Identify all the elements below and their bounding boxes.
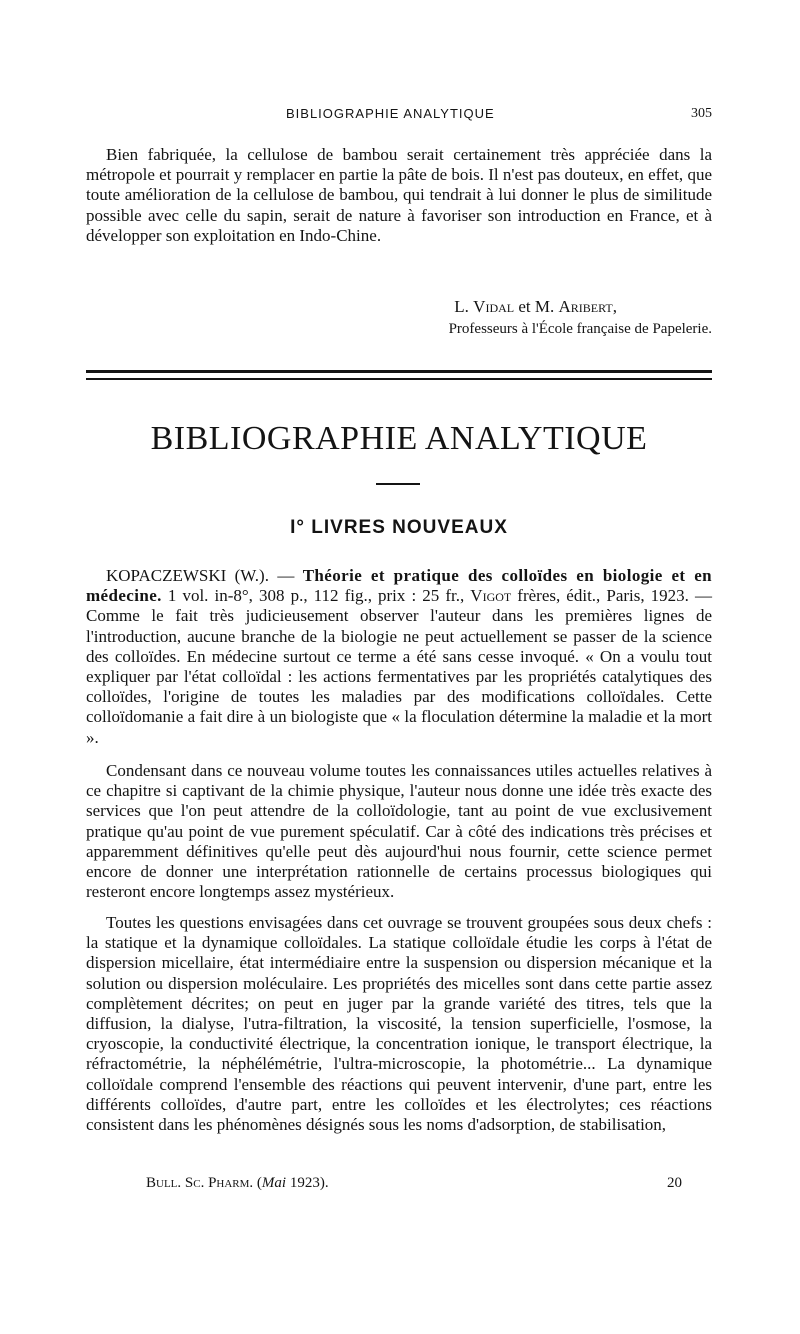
footer-signature-mark: 20 (667, 1175, 682, 1191)
footer-month: Mai (261, 1175, 287, 1191)
running-title: BIBLIOGRAPHIE ANALYTIQUE (286, 106, 495, 121)
page-footer (86, 1175, 712, 1195)
running-head (86, 106, 712, 124)
footer-date-close: 1923). (286, 1175, 329, 1191)
review-paragraph-1 (86, 566, 712, 748)
section-title: BIBLIOGRAPHIE ANALYTIQUE (150, 420, 648, 457)
subsection-title: I° LIVRES NOUVEAUX (290, 517, 508, 538)
review-publisher: Vigot (470, 586, 512, 606)
signature-affiliation: Professeurs à l'École française de Papelerie. (448, 321, 712, 337)
signature-block (86, 296, 712, 340)
review-paragraph-2: Condensant dans ce nouveau volume toutes les connaissances utiles actuelles relatives à ce chapitre si captivant de la chimie physique, l'auteur nous donne une idée très exacte des services que l'on peut attendre de la colloïdologie, tant au point de vue exclusivement pratique qu'au point de vue purement spéculatif. Car à côté des indications très précises et apparemment définitives qu'elle peut dès aujourd'hui nous fournir, cette science permet encore de donner une interprétation rationnelle de certains processus biologiques qui resteront encore longtemps assez mystérieux. (86, 761, 712, 902)
thick-rule (86, 370, 712, 373)
short-rule-divider (376, 483, 420, 485)
double-rule-divider (86, 370, 712, 384)
review-paragraph-3: Toutes les questions envisagées dans cet ouvrage se trouvent groupées sous deux chefs : la statique et la dynamique colloïdales. La statique colloïdale étudie les corps à l'état de dispersion micellaire, état intermédiaire entre la suspension ou dispersion mécanique et la solution ou dispersion moléculaire. Les propriétés des micelles sont dans cette partie assez complètement décrites; on peut en juger par la grande variété des titres, tels que la diffusion, la dialyse, l'utra-filtration, la viscosité, la tension superficielle, l'osmose, la cryoscopie, la conductivité électrique, la concentration ionique, le transport électrique, la réfractométrie, la néphélémétrie, l'ultra-microscopie, la photométrie... La dynamique colloïdale comprend l'ensemble des réactions qui peuvent intervenir, d'une part, entre les différents colloïdes, d'autre part, entre les colloïdes et les électrolytes; ces réactions consistent dans les phénomènes désignés sous les noms d'adsorption, de stabilisation, (86, 913, 712, 1135)
author2-initial: M. (534, 297, 555, 316)
page-number: 305 (691, 106, 712, 121)
author2-name: Aribert, (558, 297, 617, 316)
review-body-1: — Comme le fait très judicieusement observer l'auteur dans les premières lignes de l'introduction, aucune branche de la biologie ne peut actuellement se passer de la science des colloïdes. En médecine surtout ce terme a été sans cesse invoqué. « On a voulu tout expliquer par l'état colloïdal : les actions fermentatives par les propriétés catalytiques des colloïdes, l'origine de toutes les maladies par des modifications colloïdales. Cette colloïdomanie a fait dire à un biologiste que « la floculation détermine la maladie et la mort ». (86, 586, 713, 747)
author-connector: et (518, 297, 531, 316)
author1-name: Vidal (473, 297, 515, 316)
footer-date-open: ( (253, 1175, 262, 1191)
review-book-title: Théorie et pratique des colloïdes en biologie et en médecine. (86, 566, 713, 606)
intro-paragraph: Bien fabriquée, la cellulose de bambou serait certainement très appréciée dans la métropole et pourrait y remplacer en partie la pâte de bois. Il n'est pas douteux, en effet, que toute amélioration de la cellulose de bambou, qui tendrait à lui donner le plus de similitude possible avec celle du sapin, serait de nature à favoriser son introduction en France, et à développer son exploitation en Indo-Chine. (86, 145, 712, 245)
author1-initial: L. (454, 297, 469, 316)
footer-journal (146, 1175, 329, 1192)
review-author: KOPACZEWSKI (W.). (106, 566, 269, 585)
page (86, 0, 712, 1334)
review-details-end: frères, édit., Paris, 1923. (511, 586, 689, 606)
thin-rule (86, 378, 712, 380)
signature-authors (86, 296, 617, 318)
review-dash: — (268, 566, 303, 585)
footer-journal-name: Bull. Sc. Pharm. (146, 1175, 254, 1191)
review-details: 1 vol. in-8°, 308 p., 112 fig., prix : 25 fr., (161, 586, 471, 606)
